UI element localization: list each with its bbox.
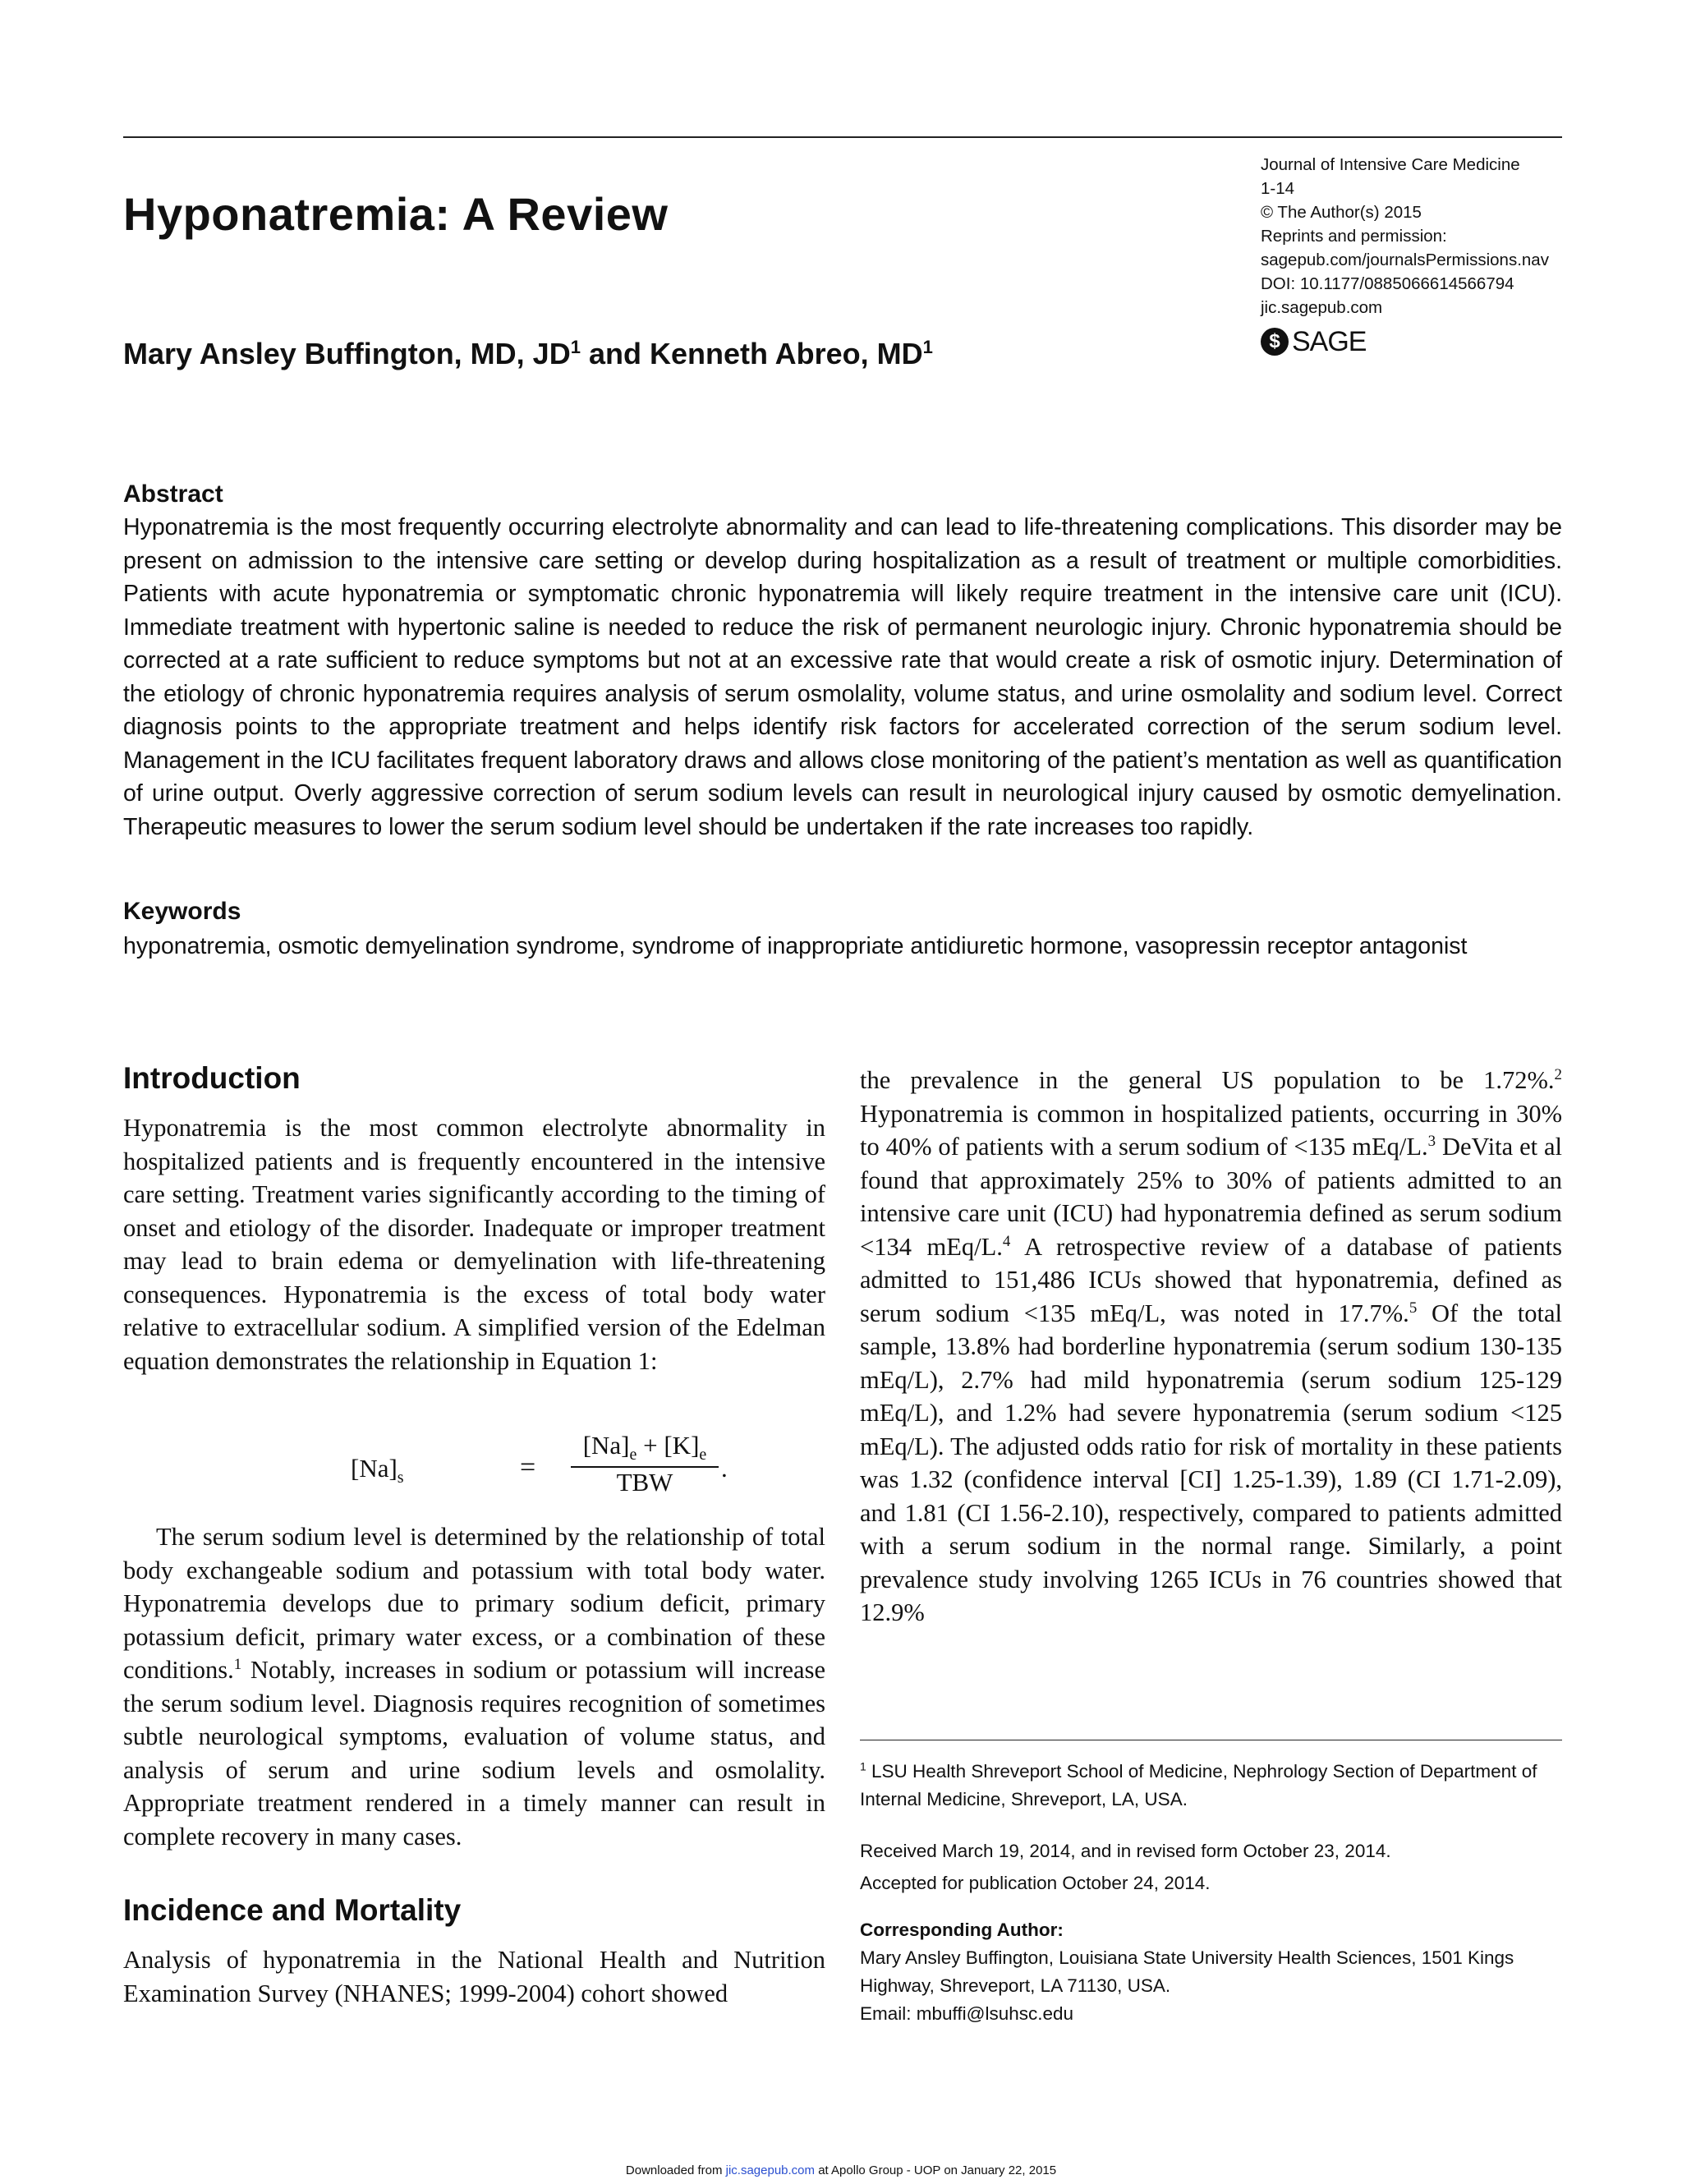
rc-part-3: DeVita et al found that approximately 25% to 30% of patients admitted to an intensive care unit (ICU) had hyponatremia defined as serum sodium <134 mEq/L. <box>860 1133 1562 1261</box>
eq-plus: + <box>636 1431 664 1460</box>
equation-equals: = <box>520 1452 536 1483</box>
author-1-affiliation: 1 <box>570 337 581 357</box>
equation-lhs <box>351 1454 404 1487</box>
sage-wordmark: SAGE <box>1292 325 1367 357</box>
citation-1[interactable]: 1 <box>233 1655 242 1673</box>
citation-4[interactable]: 4 <box>1002 1232 1011 1250</box>
abstract-heading: Abstract <box>123 480 223 508</box>
top-rule <box>123 136 1562 138</box>
introduction-heading: Introduction <box>123 1061 301 1095</box>
journal-site-link[interactable]: jic.sagepub.com <box>1261 298 1383 317</box>
footer-post: at Apollo Group - UOP on January 22, 2015 <box>815 2163 1057 2177</box>
footer-link[interactable]: jic.sagepub.com <box>725 2163 816 2177</box>
sage-logo <box>1261 325 1366 358</box>
intro-p1-text: Hyponatremia is the most common electrolyte abnormality in hospitalized patients and is frequently encountered in the intensive care setting. Treatment varies significantly according to the timing of onset and etiology of the disorder. Inadequate or improper treatment may lead to brain edema or demyelination with life-threatening consequences. Hyponatremia is the excess of total body water relative to extracellular sodium. A simplified version of the Edelman equation demonstrates the relationship in Equation 1: <box>123 1114 825 1375</box>
citation-3[interactable]: 3 <box>1427 1132 1436 1150</box>
eq-num-sub-e1: e <box>629 1446 637 1464</box>
author-line <box>123 337 933 371</box>
doi[interactable]: DOI: 10.1177/0885066614566794 <box>1261 274 1514 293</box>
download-footer <box>0 2163 1682 2177</box>
incidence-paragraph-1: Analysis of hyponatremia in the National Health and Nutrition Examination Survey (NHANES; 1999-2004) cohort showed <box>123 1946 825 2007</box>
corresponding-author-email[interactable]: Email: mbuffi@lsuhsc.edu <box>860 2003 1074 2024</box>
rc-part-1: the prevalence in the general US population to be 1.72%. <box>860 1066 1555 1094</box>
sage-dollar-icon: $ <box>1261 328 1289 356</box>
citation-2[interactable]: 2 <box>1554 1065 1562 1083</box>
affiliation-marker: 1 <box>860 1759 866 1773</box>
copyright: © The Author(s) 2015 <box>1261 203 1422 222</box>
equation-period: . <box>721 1454 728 1483</box>
eq-sub-s: s <box>397 1469 404 1487</box>
eq-num-k: [K] <box>664 1431 700 1460</box>
received-date: Received March 19, 2014, and in revised form October 23, 2014. <box>860 1841 1391 1861</box>
equation-denominator: TBW <box>616 1468 673 1497</box>
right-col-paragraph <box>860 1064 1562 1630</box>
permissions-link[interactable]: sagepub.com/journalsPermissions.nav <box>1261 251 1549 269</box>
journal-pages: 1-14 <box>1261 179 1295 198</box>
right-column-text <box>860 1064 1562 1630</box>
intro-p2-text <box>123 1520 825 1853</box>
equation-1 <box>123 1431 825 1505</box>
introduction-paragraph-1 <box>123 1111 825 1377</box>
keywords-text: hyponatremia, osmotic demyelination syndrome, syndrome of inappropriate antidiuretic hormone, vasopressin receptor antagonist <box>123 933 1468 959</box>
corresponding-author-label: Corresponding Author: <box>860 1920 1064 1940</box>
accepted-date: Accepted for publication October 24, 2014. <box>860 1873 1211 1893</box>
rc-part-5: Of the total sample, 13.8% had borderline hyponatremia (serum sodium 130-135 mEq/L), 2.7% had mild hyponatremia (serum sodium 125-129 mEq/L), and 1.2% had severe hyponatremia (serum sodium <125 mEq/L). The adjusted odds ratio for risk of mortality in these patients was 1.32 (confidence interval [CI] 1.25-1.39), 1.89 (CI 1.71-2.09), and 1.81 (CI 1.56-2.10), respectively, compared to patients admitted with a serum sodium in the normal range. Similarly, a point prevalence study involving 1265 ICUs in 76 countries showed that 12.9% <box>860 1299 1562 1626</box>
rc-part-4: A retrospective review of a database of patients admitted to 151,486 ICUs showed that hyponatremia, defined as serum sodium <135 mEq/L, was noted in 17.7%. <box>860 1232 1562 1327</box>
journal-name: Journal of Intensive Care Medicine <box>1261 155 1520 174</box>
incidence-heading: Incidence and Mortality <box>123 1893 462 1927</box>
eq-na: [Na] <box>351 1454 398 1483</box>
author-2: and Kenneth Abreo, MD <box>580 337 923 370</box>
keywords-heading: Keywords <box>123 898 241 925</box>
journal-info <box>1261 153 1549 320</box>
affiliation-footnote <box>860 1758 1562 1814</box>
eq-num-sub-e2: e <box>699 1446 707 1464</box>
intro-p2-part-a: The serum sodium level is determined by the relationship of total body exchangeable sodium and potassium with total body water. Hyponatremia develops due to primary sodium deficit, primary potassium deficit, primary water excess, or a combination of these conditions. <box>123 1523 825 1684</box>
rc-part-2: Hyponatremia is common in hospitalized patients, occurring in 30% to 40% of patients with a serum sodium of <135 mEq/L. <box>860 1099 1562 1161</box>
affiliation-text: LSU Health Shreveport School of Medicine, Nephrology Section of Department of Internal Medicine, Shreveport, LA, USA. <box>860 1761 1537 1809</box>
reprints-label: Reprints and permission: <box>1261 227 1447 246</box>
eq-num-na: [Na] <box>582 1431 630 1460</box>
intro-p2-part-b: Notably, increases in sodium or potassium will increase the serum sodium level. Diagnosis requires recognition of sometimes subtle neurological symptoms, evaluation of volume status, and analysis of serum and urine sodium levels and osmolality. Appropriate treatment rendered in a timely manner can result in complete recovery in many cases. <box>123 1656 825 1851</box>
author-1: Mary Ansley Buffington, MD, JD <box>123 337 571 370</box>
abstract-text: Hyponatremia is the most frequently occurring electrolyte abnormality and can lead to life-threatening complications. This disorder may be present on admission to the intensive care setting or develop during hospitalization as a result of treatment or multiple comorbidities. Patients with acute hyponatremia or symptomatic chronic hyponatremia will likely require treatment in the intensive care unit (ICU). Immediate treatment with hypertonic saline is needed to reduce the risk of permanent neurologic injury. Chronic hyponatremia should be corrected at a rate sufficient to reduce symptoms but not at an excessive rate that would create a risk of osmotic injury. Determination of the etiology of chronic hyponatremia requires analysis of serum osmolality, volume status, and urine osmolality and sodium level. Correct diagnosis points to the appropriate treatment and helps identify risk factors for accelerated correction of the serum sodium level. Management in the ICU facilitates frequent laboratory draws and allows close monitoring of the patient’s mentation as well as quantification of urine output. Overly aggressive correction of serum sodium levels can result in neurological injury caused by osmotic demyelination. Therapeutic measures to lower the serum sodium level should be undertaken if the rate increases too rapidly. <box>123 514 1562 840</box>
author-2-affiliation: 1 <box>922 337 933 357</box>
footer-pre: Downloaded from <box>625 2163 726 2177</box>
equation-numerator <box>571 1431 719 1468</box>
article-title: Hyponatremia: A Review <box>123 188 669 240</box>
equation-fraction <box>571 1431 719 1497</box>
corresponding-author-address: Mary Ansley Buffington, Louisiana State University Health Sciences, 1501 Kings Highway, Shreveport, LA 71130, USA. <box>860 1947 1514 1996</box>
citation-5[interactable]: 5 <box>1409 1299 1418 1317</box>
introduction-paragraph-2 <box>123 1520 825 1853</box>
